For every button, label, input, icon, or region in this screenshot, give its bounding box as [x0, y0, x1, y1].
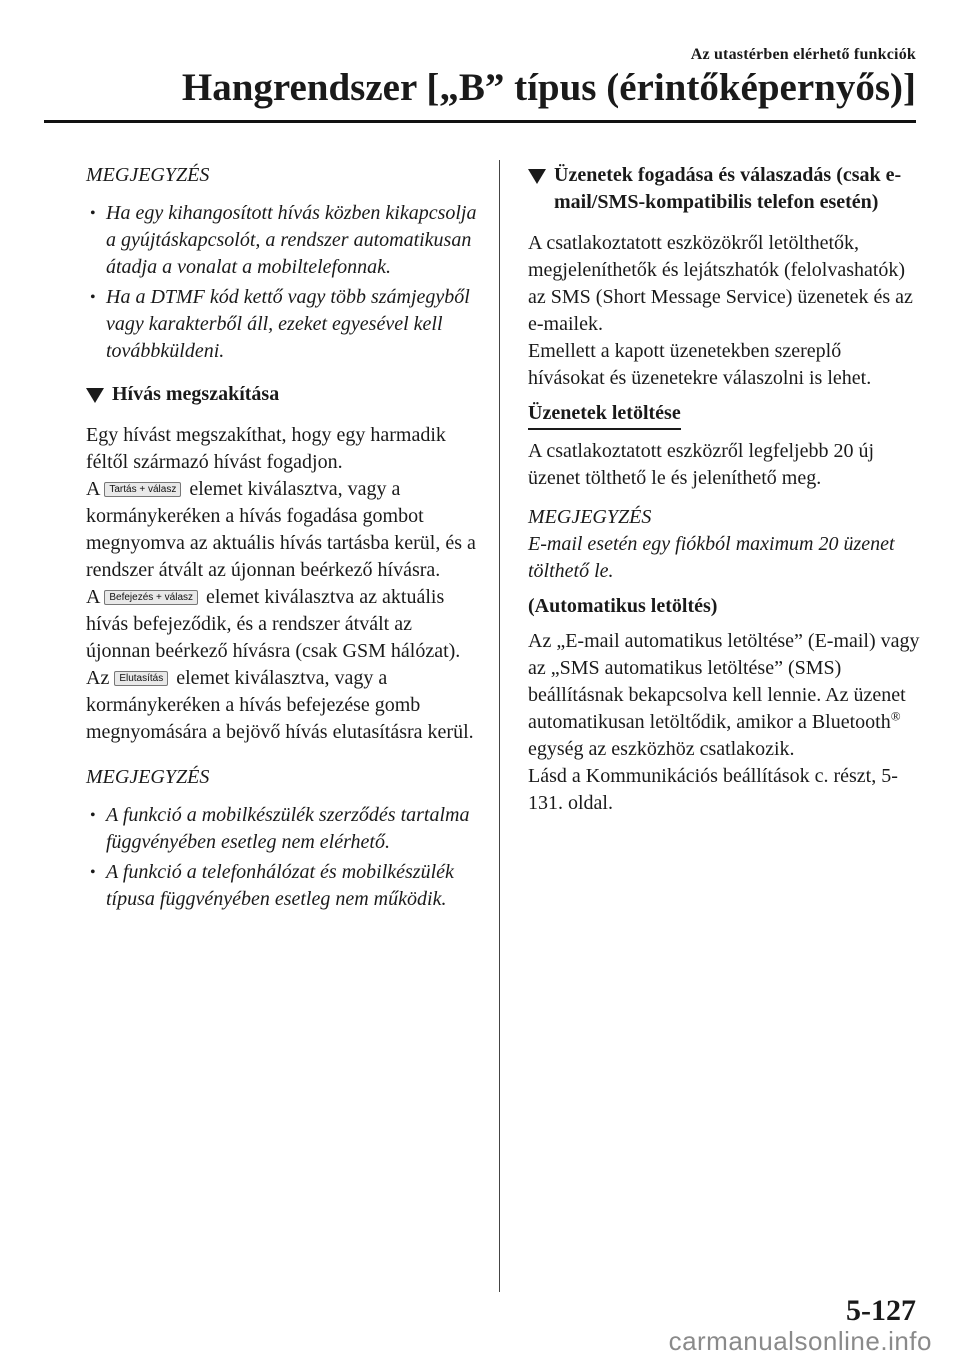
section-subtitle: Az utastérben elérhető funkciók [690, 46, 916, 63]
paragraph: A csatlakoztatott eszközről legfeljebb 20 új üzenet tölthető le és jeleníthető meg. [528, 440, 874, 489]
note-bullet [86, 802, 478, 856]
paragraph [86, 476, 478, 584]
subsection-heading: Üzenetek letöltése [528, 400, 681, 430]
page-title: Hangrendszer [„B” típus (érintőképernyős)] [181, 66, 916, 109]
note-bullet-text: Ha a DTMF kód kettő vagy több számjegyből vagy karakterből áll, ezeket egyesével kell továbbküldeni. [106, 286, 470, 362]
registered-mark: ® [890, 708, 901, 724]
hold-answer-button-label: Tartás + válasz [104, 482, 181, 497]
note-heading: MEGJEGYZÉS [528, 506, 652, 528]
header-rule [44, 120, 916, 123]
bullet-dot-icon: • [90, 864, 96, 881]
bullet-dot-icon: • [90, 205, 96, 222]
paragraph: Emellett a kapott üzenetekben szereplő hívásokat és üzenetekre válaszolni is lehet. [528, 340, 872, 389]
paragraph-text: elemet kiválasztva, vagy a kormánykeréken a hívás fogadása gombot megnyomva az aktuális hívás tartásba kerül, és a rendszer átvált az újonnan beérkező hívásra. [86, 478, 476, 581]
section-heading [528, 162, 920, 216]
note-text: E-mail esetén egy fiókból maximum 20 üzenet tölthető le. [528, 533, 895, 582]
note-heading: MEGJEGYZÉS [86, 766, 210, 788]
paragraph-text: Az „E-mail automatikus letöltése” (E-mail) vagy az „SMS automatikus letöltése” (SMS) beállításnak bekapcsolva kell lennie. Az üzenet automatikusan letöltődik, amikor a Bluetooth [528, 630, 920, 733]
note-bullet [86, 284, 478, 365]
paragraph: Egy hívást megszakíthat, hogy egy harmadik féltől származó hívást fogadjon. [86, 424, 446, 473]
bullet-dot-icon: • [90, 289, 96, 306]
end-answer-button-label: Befejezés + válasz [104, 590, 198, 605]
paragraph: A csatlakoztatott eszközökről letölthetők, megjeleníthetők és lejátszhatók (felolvashatók) az SMS (Short Message Service) üzenetek és az e-mailek. [528, 232, 913, 335]
paragraph: Lásd a Kommunikációs beállítások c. részt, 5-131. oldal. [528, 765, 898, 814]
bullet-dot-icon: • [90, 807, 96, 824]
section-heading-text: Hívás megszakítása [112, 383, 280, 405]
paragraph [86, 584, 478, 665]
auto-download-heading: (Automatikus letöltés) [528, 595, 718, 617]
section-heading [86, 381, 478, 408]
paragraph-text: egység az eszközhöz csatlakozik. [528, 738, 795, 760]
paragraph-text: elemet kiválasztva az aktuális hívás befejeződik, és a rendszer átvált az újonnan beérkező hívásra (csak GSM hálózat). [86, 586, 461, 662]
right-column [528, 158, 920, 817]
paragraph-text: Az [86, 667, 110, 689]
reject-button-label: Elutasítás [114, 671, 168, 686]
column-divider [499, 160, 500, 1292]
triangle-marker-icon [86, 388, 104, 403]
section-heading-text: Üzenetek fogadása és válaszadás (csak e-mail/SMS-kompatibilis telefon esetén) [554, 164, 902, 213]
note-bullet-text: A funkció a telefonhálózat és mobilkészülék típusa függvényében esetleg nem működik. [106, 861, 454, 910]
note-bullet [86, 859, 478, 913]
triangle-marker-icon [528, 169, 546, 184]
watermark: carmanualsonline.info [668, 1326, 932, 1356]
paragraph-text: A [86, 478, 100, 500]
paragraph [86, 665, 478, 746]
paragraph-text: A [86, 586, 100, 608]
note-heading: MEGJEGYZÉS [86, 164, 210, 186]
note-bullet-text: A funkció a mobilkészülék szerződés tartalma függvényében esetleg nem elérhető. [106, 804, 470, 853]
note-bullet-text: Ha egy kihangosított hívás közben kikapcsolja a gyújtáskapcsolót, a rendszer automatikusan átadja a vonalat a mobiltelefonnak. [106, 202, 477, 278]
paragraph [528, 628, 920, 763]
page-number: 5-127 [846, 1294, 916, 1327]
note-bullet [86, 200, 478, 281]
paragraph-text: elemet kiválasztva, vagy a kormánykeréken a hívás befejezése gomb megnyomására a bejövő hívás elutasításra kerül. [86, 667, 474, 743]
left-column [86, 158, 478, 913]
